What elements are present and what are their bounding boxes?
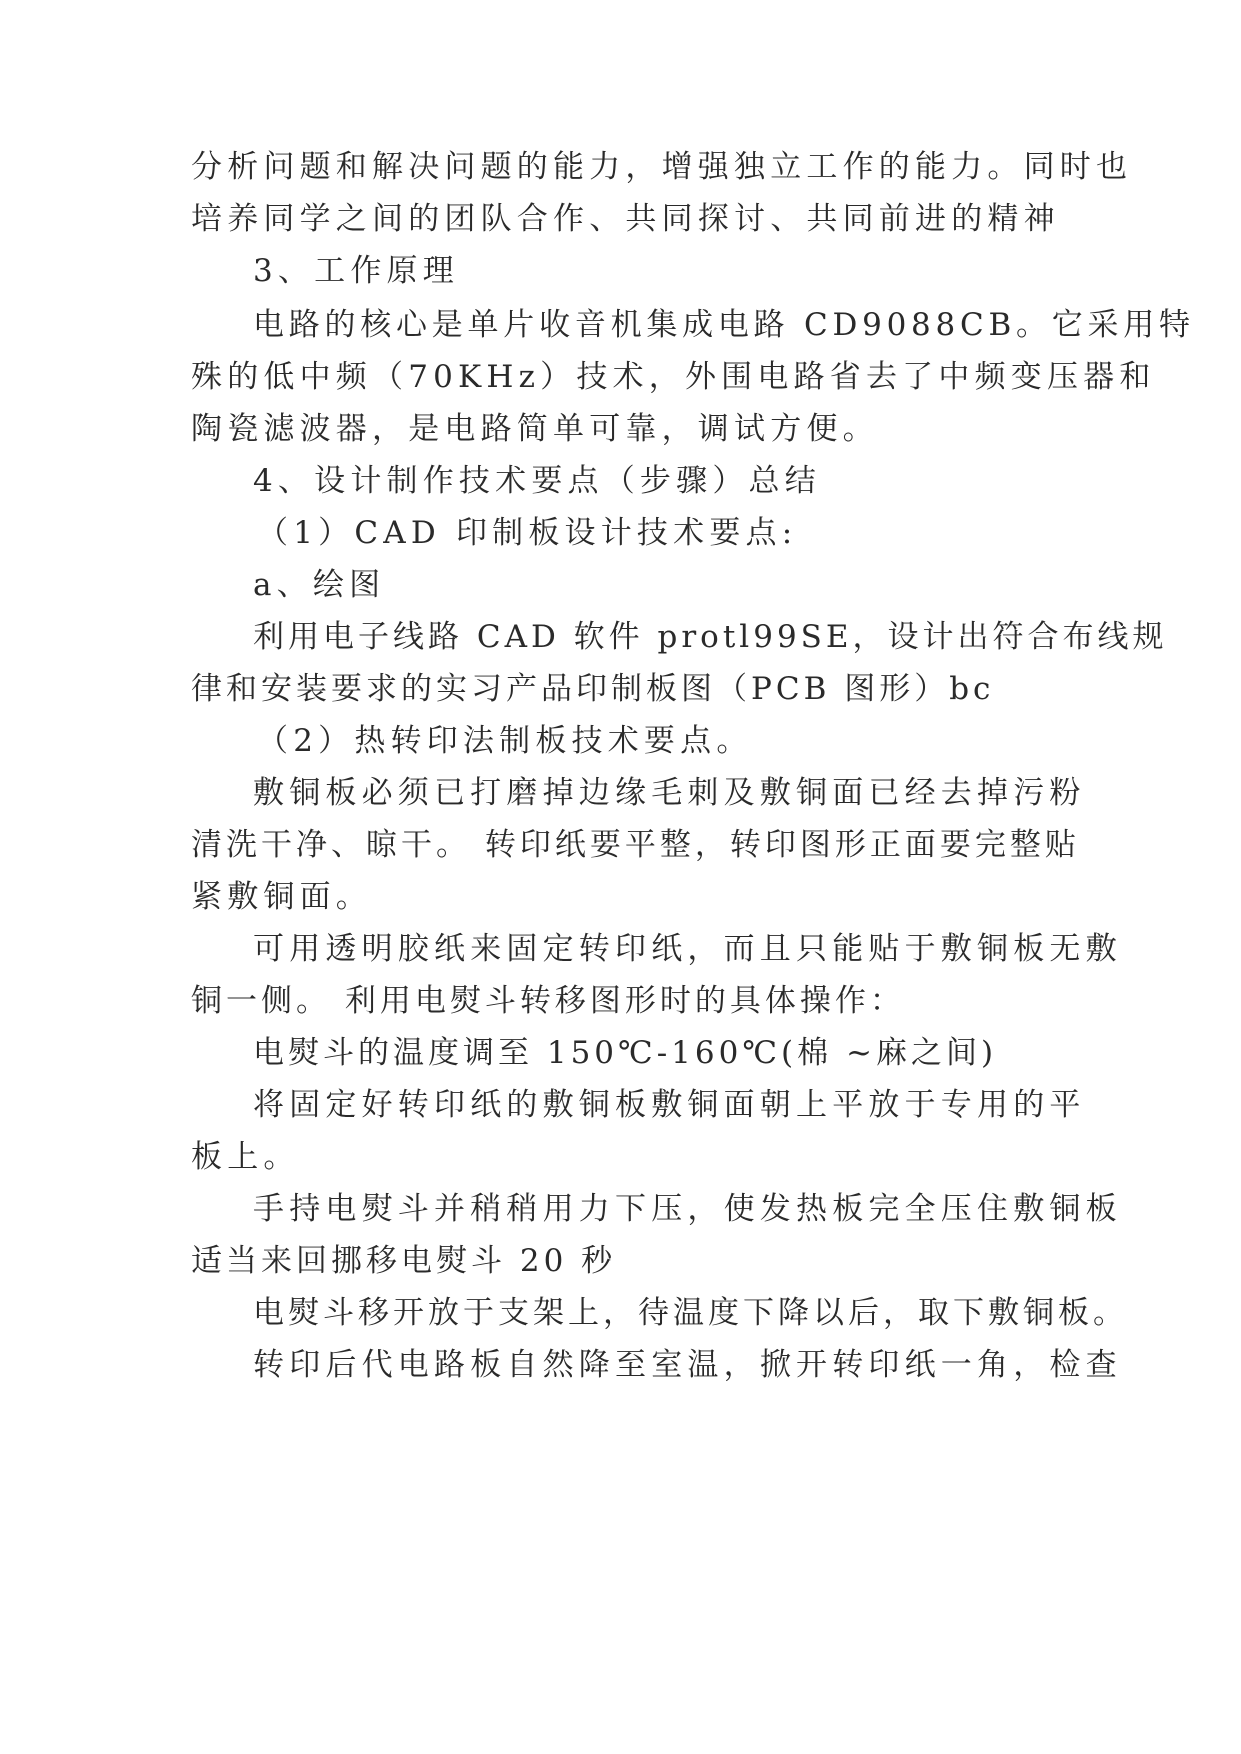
text-line: 铜一侧。 利用电熨斗转移图形时的具体操作： — [191, 983, 905, 1019]
paragraph-start: 转印后代电路板自然降至室温，掀开转印纸一角，检查 — [253, 1347, 1122, 1383]
text-line: 律和安装要求的实习产品印制板图（PCB 图形）bc — [191, 671, 995, 707]
paragraph-start: 电熨斗移开放于支架上，待温度下降以后，取下敷铜板。 — [253, 1295, 1128, 1331]
text-line: 培养同学之间的团队合作、共同探讨、共同前进的精神 — [191, 201, 1060, 237]
item-heading: a、绘图 — [253, 567, 386, 603]
text-line: 清洗干净、晾干。 转印纸要平整，转印图形正面要完整贴 — [191, 827, 1080, 863]
paragraph-start: 手持电熨斗并稍稍用力下压，使发热板完全压住敷铜板 — [253, 1191, 1122, 1227]
paragraph-start: 电路的核心是单片收音机集成电路 CD9088CB。它采用特 — [253, 307, 1195, 343]
paragraph-start: 可用透明胶纸来固定转印纸，而且只能贴于敷铜板无敷 — [253, 931, 1122, 967]
paragraph-start: 利用电子线路 CAD 软件 protl99SE，设计出符合布线规 — [253, 619, 1168, 655]
section-heading: 3、工作原理 — [253, 253, 459, 289]
section-heading: 4、设计制作技术要点（步骤）总结 — [253, 463, 821, 499]
subsection-heading: （1）CAD 印制板设计技术要点: — [257, 515, 798, 551]
paragraph-start: 敷铜板必须已打磨掉边缘毛刺及敷铜面已经去掉污粉 — [253, 775, 1086, 811]
paragraph-start: 将固定好转印纸的敷铜板敷铜面朝上平放于专用的平 — [253, 1087, 1086, 1123]
text-line: 分析问题和解决问题的能力，增强独立工作的能力。同时也 — [191, 149, 1133, 185]
subsection-heading: （2）热转印法制板技术要点。 — [257, 723, 753, 759]
text-line: 板上。 — [191, 1139, 300, 1175]
text-line: 殊的低中频（70KHz）技术，外围电路省去了中频变压器和 — [191, 359, 1156, 395]
text-line: 适当来回挪移电熨斗 20 秒 — [191, 1243, 617, 1279]
text-line: 陶瓷滤波器，是电路简单可靠，调试方便。 — [191, 411, 879, 447]
text-line: 紧敷铜面。 — [191, 879, 372, 915]
paragraph-start: 电熨斗的温度调至 150℃-160℃(棉 ~麻之间) — [253, 1035, 998, 1071]
